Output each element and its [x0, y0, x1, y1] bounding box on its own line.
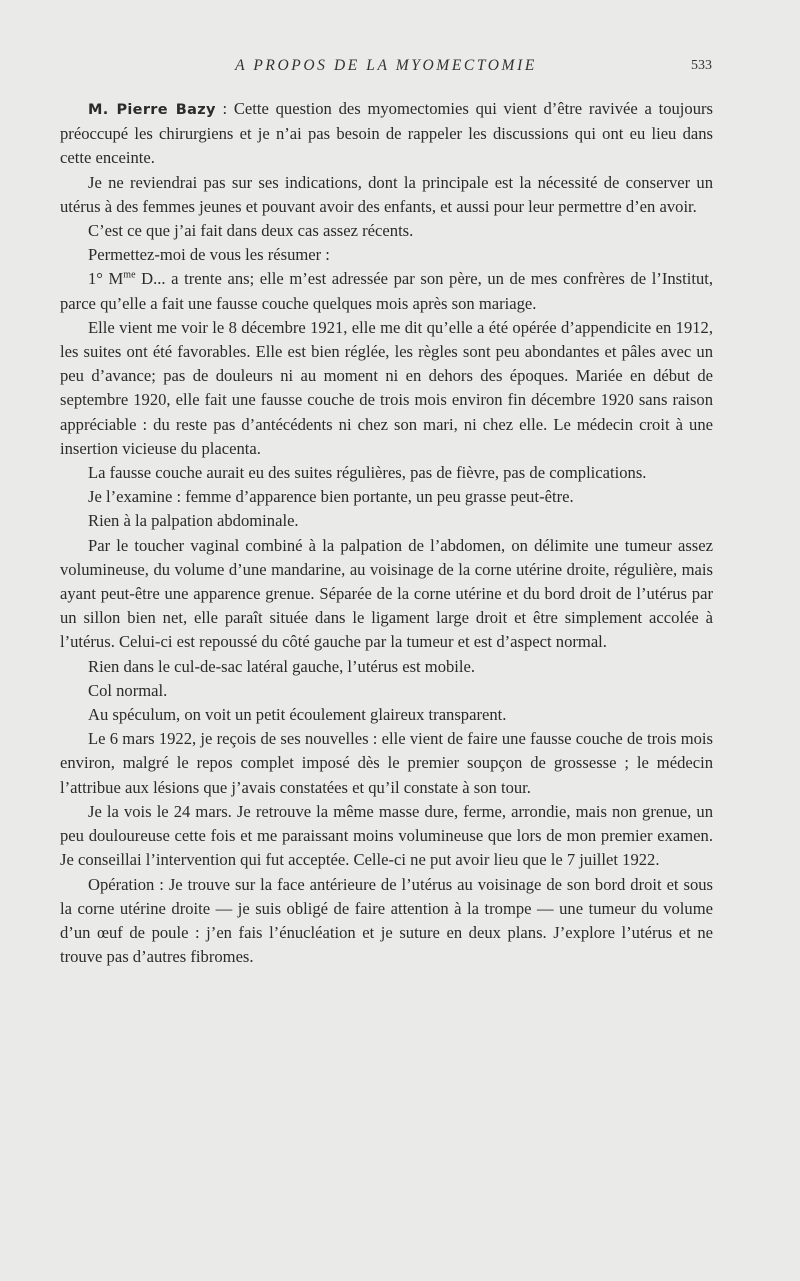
page-header: [60, 57, 712, 79]
paragraph: Rien dans le cul-de-sac latéral gauche, l’utérus est mobile.: [88, 656, 476, 676]
paragraph: Je l’examine : femme d’apparence bien portante, un peu grasse peut-être.: [88, 487, 574, 507]
paragraph: Col normal.: [88, 680, 168, 700]
paragraph: Elle vient me voir le 8 décembre 1921, elle me dit qu’elle a été opérée d’appendicite en 1912, les suites ont été favorables. Elle est bien réglée, les règles sont peu abondantes et pâles avec un peu d’avance; pas de douleurs ni au moment ni en dehors des époques. Mariée en début de septembre 1920, elle fait une fausse couche de trois mois environ fin décembre 1920 sans raison appréciable : du reste pas d’antécédents ni chez son mari, ni chez elle. Le médecin croit à une insertion vicieuse du placenta.: [60, 317, 713, 458]
case-number: 1° M: [88, 269, 124, 289]
paragraph: Je ne reviendrai pas sur ses indications, dont la principale est la nécessité de conserver un utérus à des femmes jeunes et pouvant avoir des enfants, et aussi pour leur permettre d’en avoir.: [60, 172, 713, 216]
paragraph: Le 6 mars 1922, je reçois de ses nouvelles : elle vient de faire une fausse couche de trois mois environ, malgré le repos complet imposé dès le premier soupçon de grossesse ; le médecin l’attribue aux lésions que j’avais constatées et qu’il constate à son tour.: [60, 729, 713, 797]
paragraph: Opération : Je trouve sur la face antérieure de l’utérus au voisinage de son bord droit et sous la corne utérine droite — je suis obligé de faire attention à la trompe — une tumeur du volume d’un œuf de poule : j’en fais l’énucléation et je suture en deux plans. J’explore l’utérus et ne trouve pas d’autres fibromes.: [60, 874, 713, 967]
paragraph: C’est ce que j’ai fait dans deux cas assez récents.: [88, 221, 414, 241]
article-body: [60, 97, 713, 969]
paragraph: [60, 97, 713, 171]
paragraph: [60, 267, 713, 315]
paragraph: Je la vois le 24 mars. Je retrouve la même masse dure, ferme, arrondie, mais non grenue, un peu douloureuse cette fois et me paraissant moins volumineuse que lors de mon premier examen. Je conseillai l’intervention qui fut acceptée. Celle-ci ne put avoir lieu que le 7 juillet 1922.: [60, 801, 713, 870]
page-number: 533: [691, 58, 712, 73]
title-superscript: me: [123, 269, 136, 281]
paragraph: Permettez-moi de vous les résumer :: [88, 245, 330, 265]
paragraph: Au spéculum, on voit un petit écoulement glaireux transparent.: [88, 705, 507, 725]
speaker-name: M. Pierre Bazy: [88, 102, 216, 118]
paragraph: Par le toucher vaginal combiné à la palpation de l’abdomen, on délimite une tumeur assez volumineuse, du volume d’une mandarine, au voisinage de la corne utérine droite, régulière, mais ayant peut-être une apparence grenue. Séparée de la corne utérine et du bord droit de l’utérus par un sillon bien net, elle paraît située dans le ligament large droit et être simplement accolée à l’utérus. Celui-ci est repoussé du côté gauche par la tumeur et est d’aspect normal.: [60, 535, 713, 652]
paragraph-text: : Cette question des myomectomies qui vient d’être ravivée a toujours préoccupé les chirurgiens et je n’ai pas besoin de rappeler les discussions qui ont eu lieu dans cette enceinte.: [60, 99, 713, 168]
paragraph: La fausse couche aurait eu des suites régulières, pas de fièvre, pas de complications.: [88, 463, 647, 483]
running-title: A PROPOS DE LA MYOMECTOMIE: [235, 57, 537, 74]
paragraph-text: D... a trente ans; elle m’est adressée par son père, un de mes confrères de l’Institut, parce qu’elle a fait une fausse couche quelques mois après son mariage.: [60, 269, 713, 313]
paragraph: Rien à la palpation abdominale.: [88, 511, 299, 531]
